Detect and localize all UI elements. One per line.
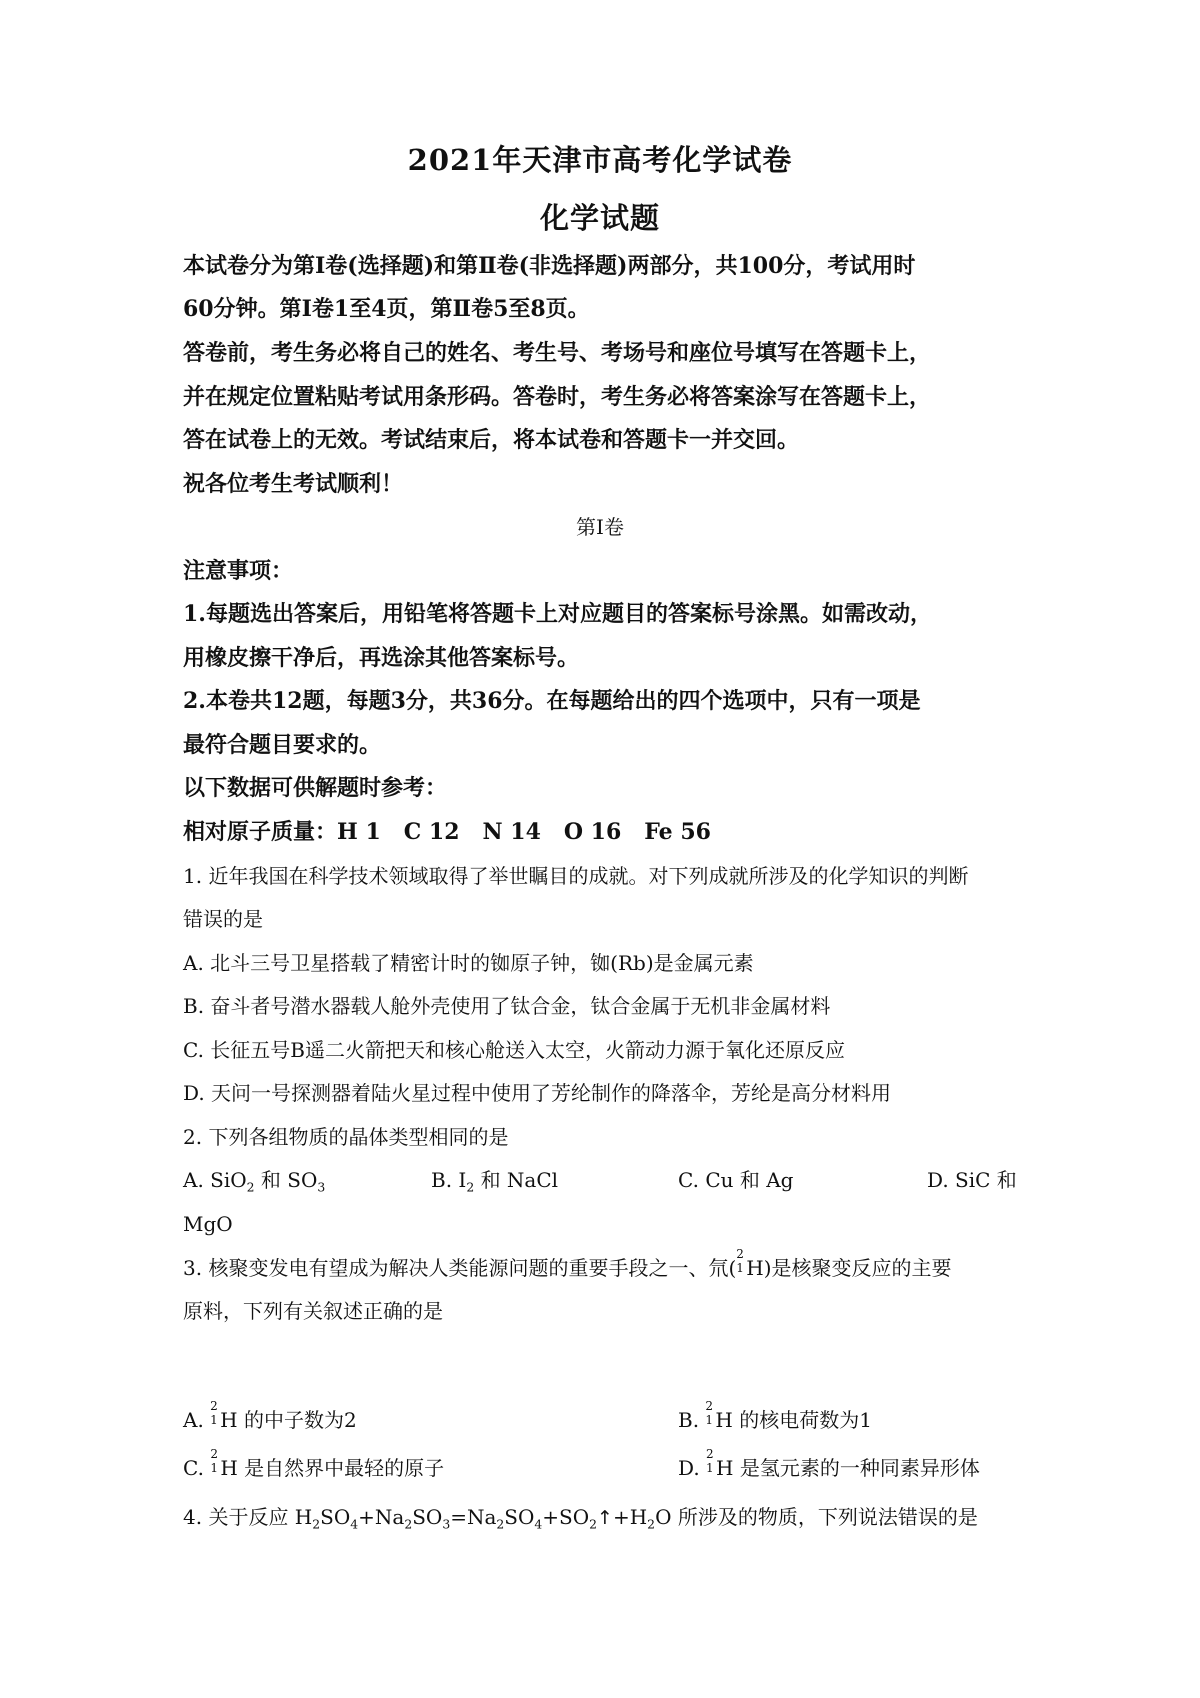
q1-option-d: D. 天问一号探测器着陆火星过程中使用了芳纶制作的降落伞，芳纶是高分材料用	[183, 1081, 892, 1105]
q3-stem-a: 3. 核聚变发电有望成为解决人类能源问题的重要手段之一、氘( 2 1 H)是核聚变反应的主要	[183, 1247, 952, 1280]
q2-option-c-text: Cu 和 Ag	[705, 1168, 794, 1192]
q2-option-b-rest: 和 NaCl	[480, 1168, 559, 1192]
q2-option-d	[927, 1165, 1017, 1195]
intro-line-1: 本试卷分为第Ⅰ卷(选择题)和第Ⅱ卷(非选择题)两部分，共100分，考试用时	[183, 253, 916, 279]
q2-option-a-label: A.	[183, 1168, 204, 1192]
q1-option-a: A. 北斗三号卫星搭载了精密计时的铷原子钟，铷(Rb)是金属元素	[183, 951, 754, 975]
note-2a: 2.本卷共12题，每题3分，共36分。在每题给出的四个选项中，只有一项是	[183, 688, 921, 714]
q2-option-d-label: D.	[927, 1168, 949, 1192]
q3-stem-b: 原料，下列有关叙述正确的是	[183, 1299, 443, 1323]
gas-arrow-icon: ↑	[597, 1507, 613, 1529]
q3-option-a: A. 2 1 H 的中子数为2	[183, 1399, 357, 1432]
q1-option-c: C. 长征五号B遥二火箭把天和核心舱送入太空，火箭动力源于氧化还原反应	[183, 1038, 846, 1062]
q2-option-b-label: B.	[431, 1168, 453, 1192]
note-2b: 最符合题目要求的。	[183, 732, 382, 758]
q2-option-d-text: SiC 和	[955, 1168, 1017, 1192]
note-1a: 1.每题选出答案后，用铅笔将答题卡上对应题目的答案标号涂黑。如需改动，	[183, 601, 932, 627]
q3-option-c: C. 2 1 H 是自然界中最轻的原子	[183, 1447, 445, 1480]
intro-line-6: 祝各位考生考试顺利！	[183, 471, 404, 497]
q1-stem-a: 1. 近年我国在科学技术领域取得了举世瞩目的成就。对下列成就所涉及的化学知识的判断	[183, 864, 969, 888]
q2-option-a-and: 和	[260, 1168, 281, 1192]
q2-option-b-formula: $I_2$	[458, 1168, 475, 1195]
q2-option-b	[431, 1165, 558, 1195]
section-heading: 第Ⅰ卷	[576, 515, 624, 539]
q1-option-b: B. 奋斗者号潜水器载人舱外壳使用了钛合金，钛合金属于无机非金属材料	[183, 994, 831, 1018]
notes-label: 注意事项：	[183, 558, 294, 584]
q4-stem: 4. 关于反应 $H_2SO_4+Na_2SO_3=Na_2SO_4+SO_2↑+H_2O$ 所涉及的物质，下列说法错误的是	[183, 1505, 978, 1532]
intro-line-3: 答卷前，考生务必将自己的姓名、考生号、考场号和座位号填写在答题卡上，	[183, 340, 932, 366]
exam-subtitle: 化学试题	[539, 201, 660, 235]
q3-isotope-mark: 2 1	[736, 1247, 744, 1276]
q1-stem-b: 错误的是	[183, 907, 263, 931]
atomic-mass: 相对原子质量：H 1 C 12 N 14 O 16 Fe 56	[183, 819, 711, 845]
intro-line-4: 并在规定位置粘贴考试用条形码。答卷时，考生务必将答案涂写在答题卡上，	[183, 384, 932, 410]
data-reference: 以下数据可供解题时参考：	[183, 775, 448, 801]
exam-title: 2021年天津市高考化学试卷	[407, 143, 793, 177]
q2-option-a	[183, 1165, 325, 1195]
q3-option-b: B. 2 1 H 的核电荷数为1	[678, 1399, 872, 1432]
q3-option-d: D. 2 1 H 是氢元素的一种同素异形体	[678, 1447, 980, 1480]
q2-option-d-cont: MgO	[183, 1212, 233, 1236]
note-1b: 用橡皮擦干净后，再选涂其他答案标号。	[183, 645, 580, 671]
q2-option-a-formula1: SiO$_2$	[210, 1168, 255, 1195]
q2-option-c	[678, 1165, 793, 1195]
q2-stem: 2. 下列各组物质的晶体类型相同的是	[183, 1125, 509, 1149]
q2-option-c-label: C.	[678, 1168, 699, 1192]
intro-line-5: 答在试卷上的无效。考试结束后，将本试卷和答题卡一并交回。	[183, 427, 800, 453]
q2-option-a-formula2: $SO_3$	[287, 1168, 326, 1195]
intro-line-2: 60分钟。第Ⅰ卷1至4页，第Ⅱ卷5至8页。	[183, 296, 590, 322]
